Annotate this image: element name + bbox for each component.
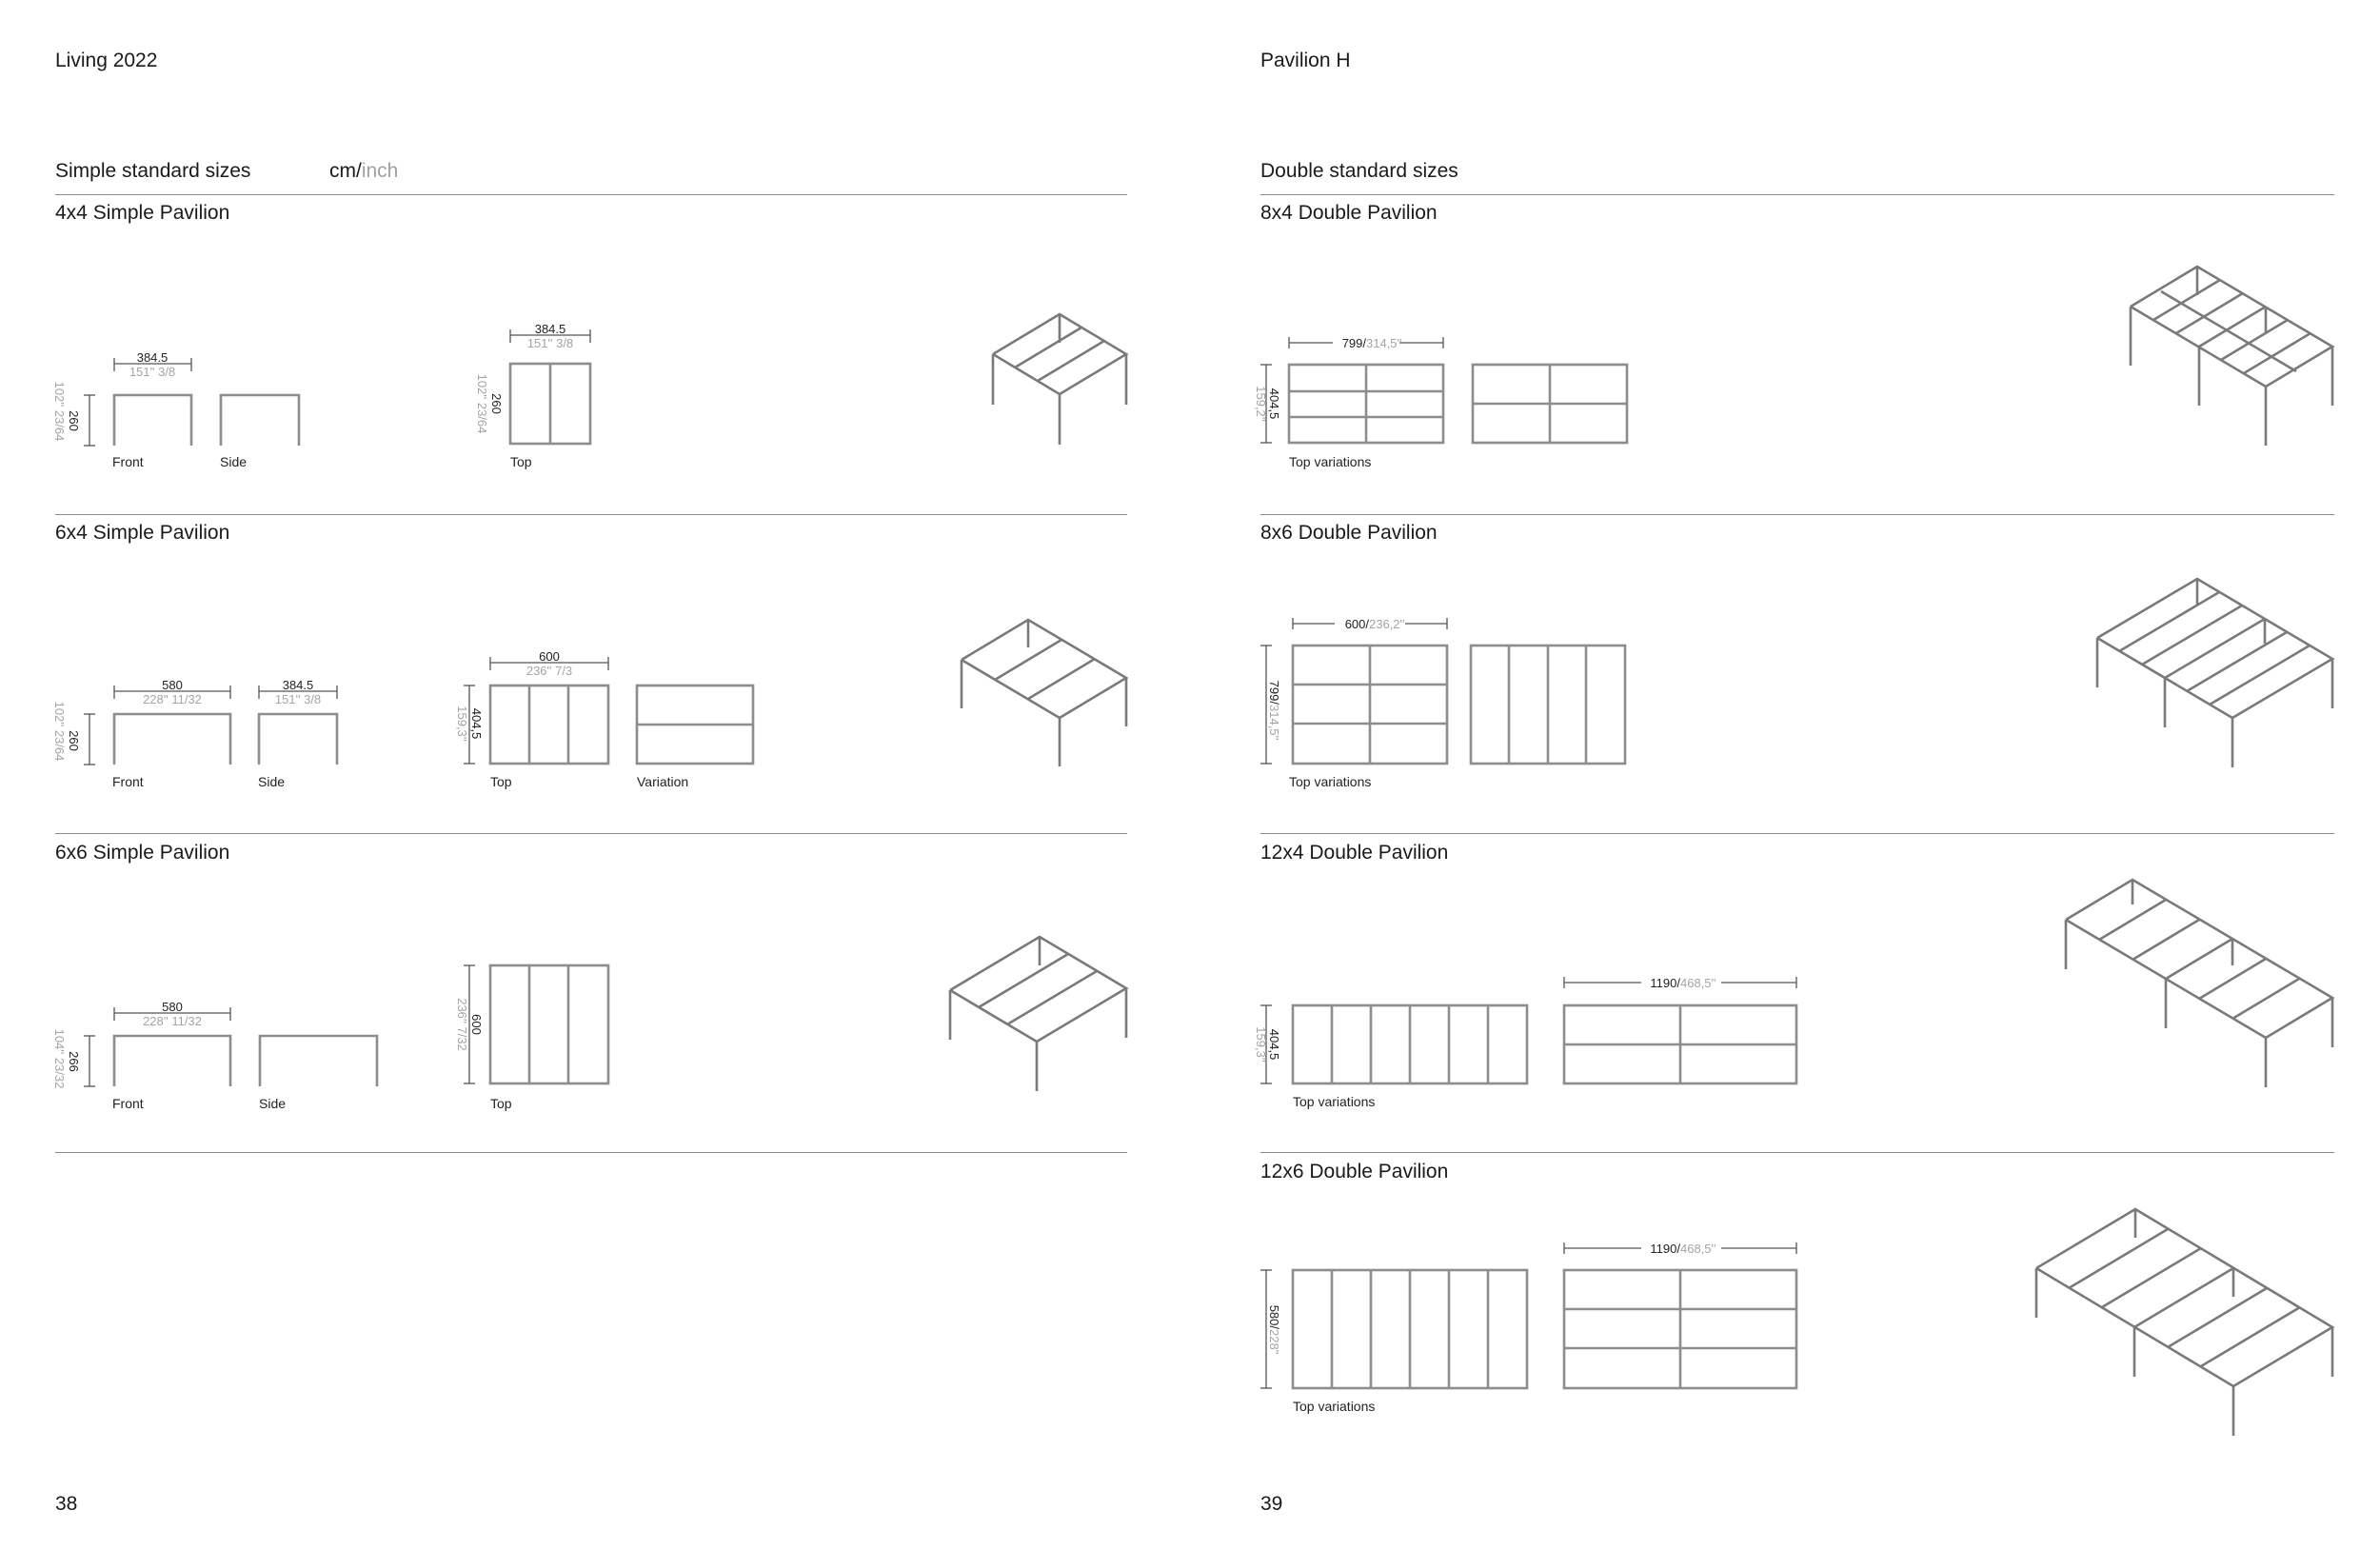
dim-12x4-depth-cm: 404,5 bbox=[1267, 1028, 1281, 1061]
dim-6x4-height-cm: 260 bbox=[67, 730, 81, 751]
block-title-8x4-double: 8x4 Double Pavilion bbox=[1260, 202, 1438, 224]
dim-6x4-side-in: 151'' 3/8 bbox=[274, 692, 322, 706]
dim-6x6-height-in: 104'' 23/32 bbox=[52, 1028, 67, 1089]
iso-8x4-double bbox=[2131, 267, 2332, 446]
dim-6x4-top-cm: 600 bbox=[539, 649, 560, 664]
dim-12x6-depth-cm: 580/ bbox=[1267, 1304, 1281, 1329]
drawing-4x4-top bbox=[475, 322, 590, 469]
block-title-4x4-simple: 4x4 Simple Pavilion bbox=[55, 202, 230, 224]
dim-8x4-depth-cm: 404,5 bbox=[1267, 388, 1281, 420]
dim-4x4-front-in: 151'' 3/8 bbox=[129, 365, 176, 379]
iso-4x4-simple bbox=[993, 314, 1126, 445]
dim-4x4-height-cm: 260 bbox=[67, 410, 81, 431]
iso-6x6-simple bbox=[950, 937, 1126, 1091]
drawing-6x6-front bbox=[52, 1000, 377, 1111]
label-4x4-top: Top bbox=[510, 454, 532, 469]
label-4x4-side: Side bbox=[220, 454, 248, 469]
dim-4x4-front-cm: 384.5 bbox=[136, 350, 169, 365]
block-title-12x6-double: 12x6 Double Pavilion bbox=[1260, 1161, 1449, 1182]
dim-6x4-height-in: 102'' 23/64 bbox=[52, 701, 67, 762]
dim-8x6-depth-in: 314,5'' bbox=[1267, 705, 1281, 741]
label-6x6-side: Side bbox=[259, 1096, 287, 1111]
block-title-6x4-simple: 6x4 Simple Pavilion bbox=[55, 522, 230, 544]
dim-4x4-top-in: 151'' 3/8 bbox=[526, 336, 574, 350]
label-6x4-front: Front bbox=[112, 774, 144, 789]
rule-after-6x4 bbox=[55, 833, 1127, 834]
block-title-12x4-double: 12x4 Double Pavilion bbox=[1260, 842, 1449, 864]
label-6x4-top: Top bbox=[490, 774, 512, 789]
label-8x4-top-variations: Top variations bbox=[1289, 454, 1372, 469]
dim-4x4-top-depth-in: 102'' 23/64 bbox=[475, 373, 489, 434]
dim-12x4-depth-in: 159,3'' bbox=[1254, 1026, 1268, 1063]
right-drawings bbox=[1190, 0, 2380, 1550]
iso-12x4-double bbox=[2066, 880, 2332, 1087]
rule-after-4x4 bbox=[55, 514, 1127, 515]
block-title-8x6-double: 8x6 Double Pavilion bbox=[1260, 522, 1438, 544]
dim-8x6-width-cm: 600/ bbox=[1344, 617, 1369, 631]
iso-6x4-simple bbox=[962, 620, 1126, 766]
dim-4x4-top-cm: 384.5 bbox=[534, 322, 566, 336]
unit-inch: inch bbox=[361, 160, 399, 182]
unit-cm: cm/ bbox=[329, 160, 362, 182]
label-12x4-top-variations: Top variations bbox=[1293, 1094, 1376, 1109]
dim-6x6-front-in: 228'' 11/32 bbox=[143, 1014, 202, 1028]
dim-6x6-top-depth-in: 236'' 7/32 bbox=[455, 998, 469, 1051]
dim-6x4-front-in: 228'' 11/32 bbox=[143, 692, 202, 706]
dim-12x6-width-in: 468,5'' bbox=[1680, 1242, 1716, 1256]
dim-6x6-front-cm: 580 bbox=[162, 1000, 183, 1014]
left-page-header: Living 2022 bbox=[55, 50, 158, 71]
dim-6x6-height-cm: 266 bbox=[67, 1051, 81, 1072]
dim-6x6-top-depth-cm: 600 bbox=[469, 1014, 484, 1035]
drawing-12x4-top bbox=[1254, 975, 1796, 1109]
left-section-title: Simple standard sizes bbox=[55, 160, 251, 182]
dim-6x4-side-cm: 384.5 bbox=[282, 678, 314, 692]
drawing-6x4-top bbox=[455, 649, 753, 789]
dim-12x4-width-cm: 1190/ bbox=[1650, 976, 1680, 990]
block-title-6x6-simple: 6x6 Simple Pavilion bbox=[55, 842, 230, 864]
dim-4x4-height-in: 102'' 23/64 bbox=[52, 381, 67, 442]
dim-8x6-width-in: 236,2'' bbox=[1369, 617, 1405, 631]
drawing-6x6-top bbox=[455, 965, 608, 1111]
dim-6x4-front-cm: 580 bbox=[162, 678, 183, 692]
dim-8x4-depth-in: 159,2'' bbox=[1254, 386, 1268, 422]
label-12x6-top-variations: Top variations bbox=[1293, 1399, 1376, 1414]
right-page-header: Pavilion H bbox=[1260, 50, 1351, 71]
rule-after-6x6 bbox=[55, 1152, 1127, 1153]
label-6x4-side: Side bbox=[258, 774, 286, 789]
dim-12x4-width-in: 468,5'' bbox=[1680, 976, 1716, 990]
label-6x6-front: Front bbox=[112, 1096, 144, 1111]
dim-12x6-width-cm: 1190/ bbox=[1650, 1242, 1680, 1256]
iso-8x6-double bbox=[2097, 579, 2332, 767]
dim-8x4-width-cm: 799/ bbox=[1341, 336, 1366, 350]
label-6x6-top: Top bbox=[490, 1096, 512, 1111]
drawing-12x6-top bbox=[1260, 1241, 1796, 1414]
dim-6x4-top-in: 236'' 7/3 bbox=[526, 664, 573, 678]
label-4x4-front: Front bbox=[112, 454, 144, 469]
dim-6x4-top-depth-cm: 404,5 bbox=[469, 707, 484, 740]
dim-8x6-depth-cm: 799/ bbox=[1267, 680, 1281, 705]
dim-12x6-depth-in: 228'' bbox=[1267, 1329, 1281, 1355]
drawing-8x6-top bbox=[1260, 616, 1625, 789]
iso-12x6-double bbox=[2036, 1209, 2332, 1436]
right-section-title: Double standard sizes bbox=[1260, 160, 1458, 182]
dim-4x4-top-depth-cm: 260 bbox=[489, 393, 504, 414]
left-page-number: 38 bbox=[55, 1493, 78, 1515]
drawing-8x4-top bbox=[1254, 335, 1627, 469]
right-page-number: 39 bbox=[1260, 1493, 1283, 1515]
dim-8x4-width-in: 314,5'' bbox=[1366, 336, 1402, 350]
drawing-6x4-front bbox=[52, 678, 337, 789]
label-6x4-variation: Variation bbox=[637, 774, 689, 789]
drawing-4x4-front bbox=[52, 350, 299, 469]
label-8x6-top-variations: Top variations bbox=[1289, 774, 1372, 789]
dim-6x4-top-depth-in: 159,3'' bbox=[455, 705, 469, 742]
